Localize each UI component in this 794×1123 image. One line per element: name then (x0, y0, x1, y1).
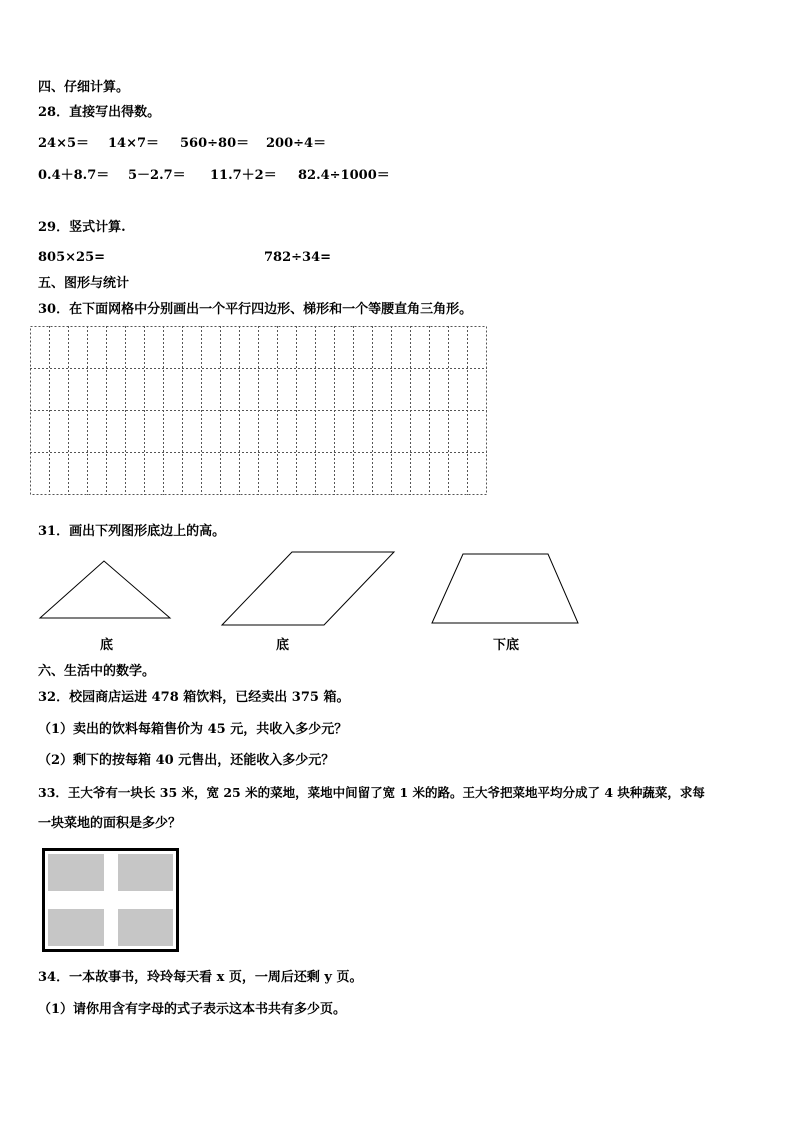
parallelogram-shape (222, 552, 394, 625)
q28-expr-5: 0.4＋8.7＝ (38, 168, 110, 183)
drawing-grid-svg (30, 326, 488, 496)
plot-top-right (118, 854, 173, 891)
q31-title: 31．画出下列图形底边上的高。 (38, 524, 226, 539)
q28-expr-7: 11.7＋2＝ (210, 168, 277, 183)
q34-sub-1: （1）请你用含有字母的式子表示这本书共有多少页。 (38, 1002, 347, 1017)
q28-expr-3: 560÷80＝ (180, 136, 250, 151)
q32-title: 32．校园商店运进 478 箱饮料，已经卖出 375 箱。 (38, 690, 350, 705)
q33-line-1: 33．王大爷有一块长 35 米，宽 25 米的菜地，菜地中间留了宽 1 米的路。王大爷把菜地平均分成了 4 块种蔬菜，求每 (38, 785, 705, 800)
q32-sub-2: （2）剩下的按每箱 40 元售出，还能收入多少元？ (38, 753, 335, 768)
trapezoid-base-label: 下底 (493, 638, 520, 653)
plot-bottom-right (118, 909, 173, 946)
q28-expr-8: 82.4÷1000＝ (298, 168, 390, 183)
q28-expr-1: 24×5＝ (38, 136, 90, 151)
q29-title: 29．竖式计算. (38, 220, 126, 235)
section-6-heading: 六、生活中的数学。 (38, 664, 156, 679)
plot-bottom-left (48, 909, 104, 946)
garden-plot-diagram (42, 848, 180, 953)
q28-expr-4: 200÷4＝ (266, 136, 327, 151)
triangle-base-label: 底 (100, 638, 114, 653)
q32-sub-1: （1）卖出的饮料每箱售价为 45 元，共收入多少元？ (38, 722, 348, 737)
q28-expr-6: 5－2.7＝ (128, 168, 186, 183)
q30-title: 30．在下面网格中分别画出一个平行四边形、梯形和一个等腰直角三角形。 (38, 302, 473, 317)
trapezoid-shape (432, 554, 578, 623)
q33-line-2: 一块菜地的面积是多少？ (38, 816, 182, 831)
drawing-grid[interactable] (30, 326, 488, 496)
triangle-shape (40, 561, 170, 618)
q29-item-1: 805×25= (38, 250, 106, 265)
section-5-heading: 五、图形与统计 (38, 276, 130, 291)
parallelogram-base-label: 底 (276, 638, 290, 653)
q29-item-2: 782÷34= (264, 250, 332, 265)
section-4-heading: 四、仔细计算。 (38, 80, 130, 95)
q28-expr-2: 14×7＝ (108, 136, 160, 151)
q28-title: 28．直接写出得数。 (38, 105, 161, 120)
plot-top-left (48, 854, 104, 891)
q34-title: 34．一本故事书，玲玲每天看 x 页，一周后还剩 y 页。 (38, 970, 363, 985)
q31-shapes (0, 545, 794, 635)
